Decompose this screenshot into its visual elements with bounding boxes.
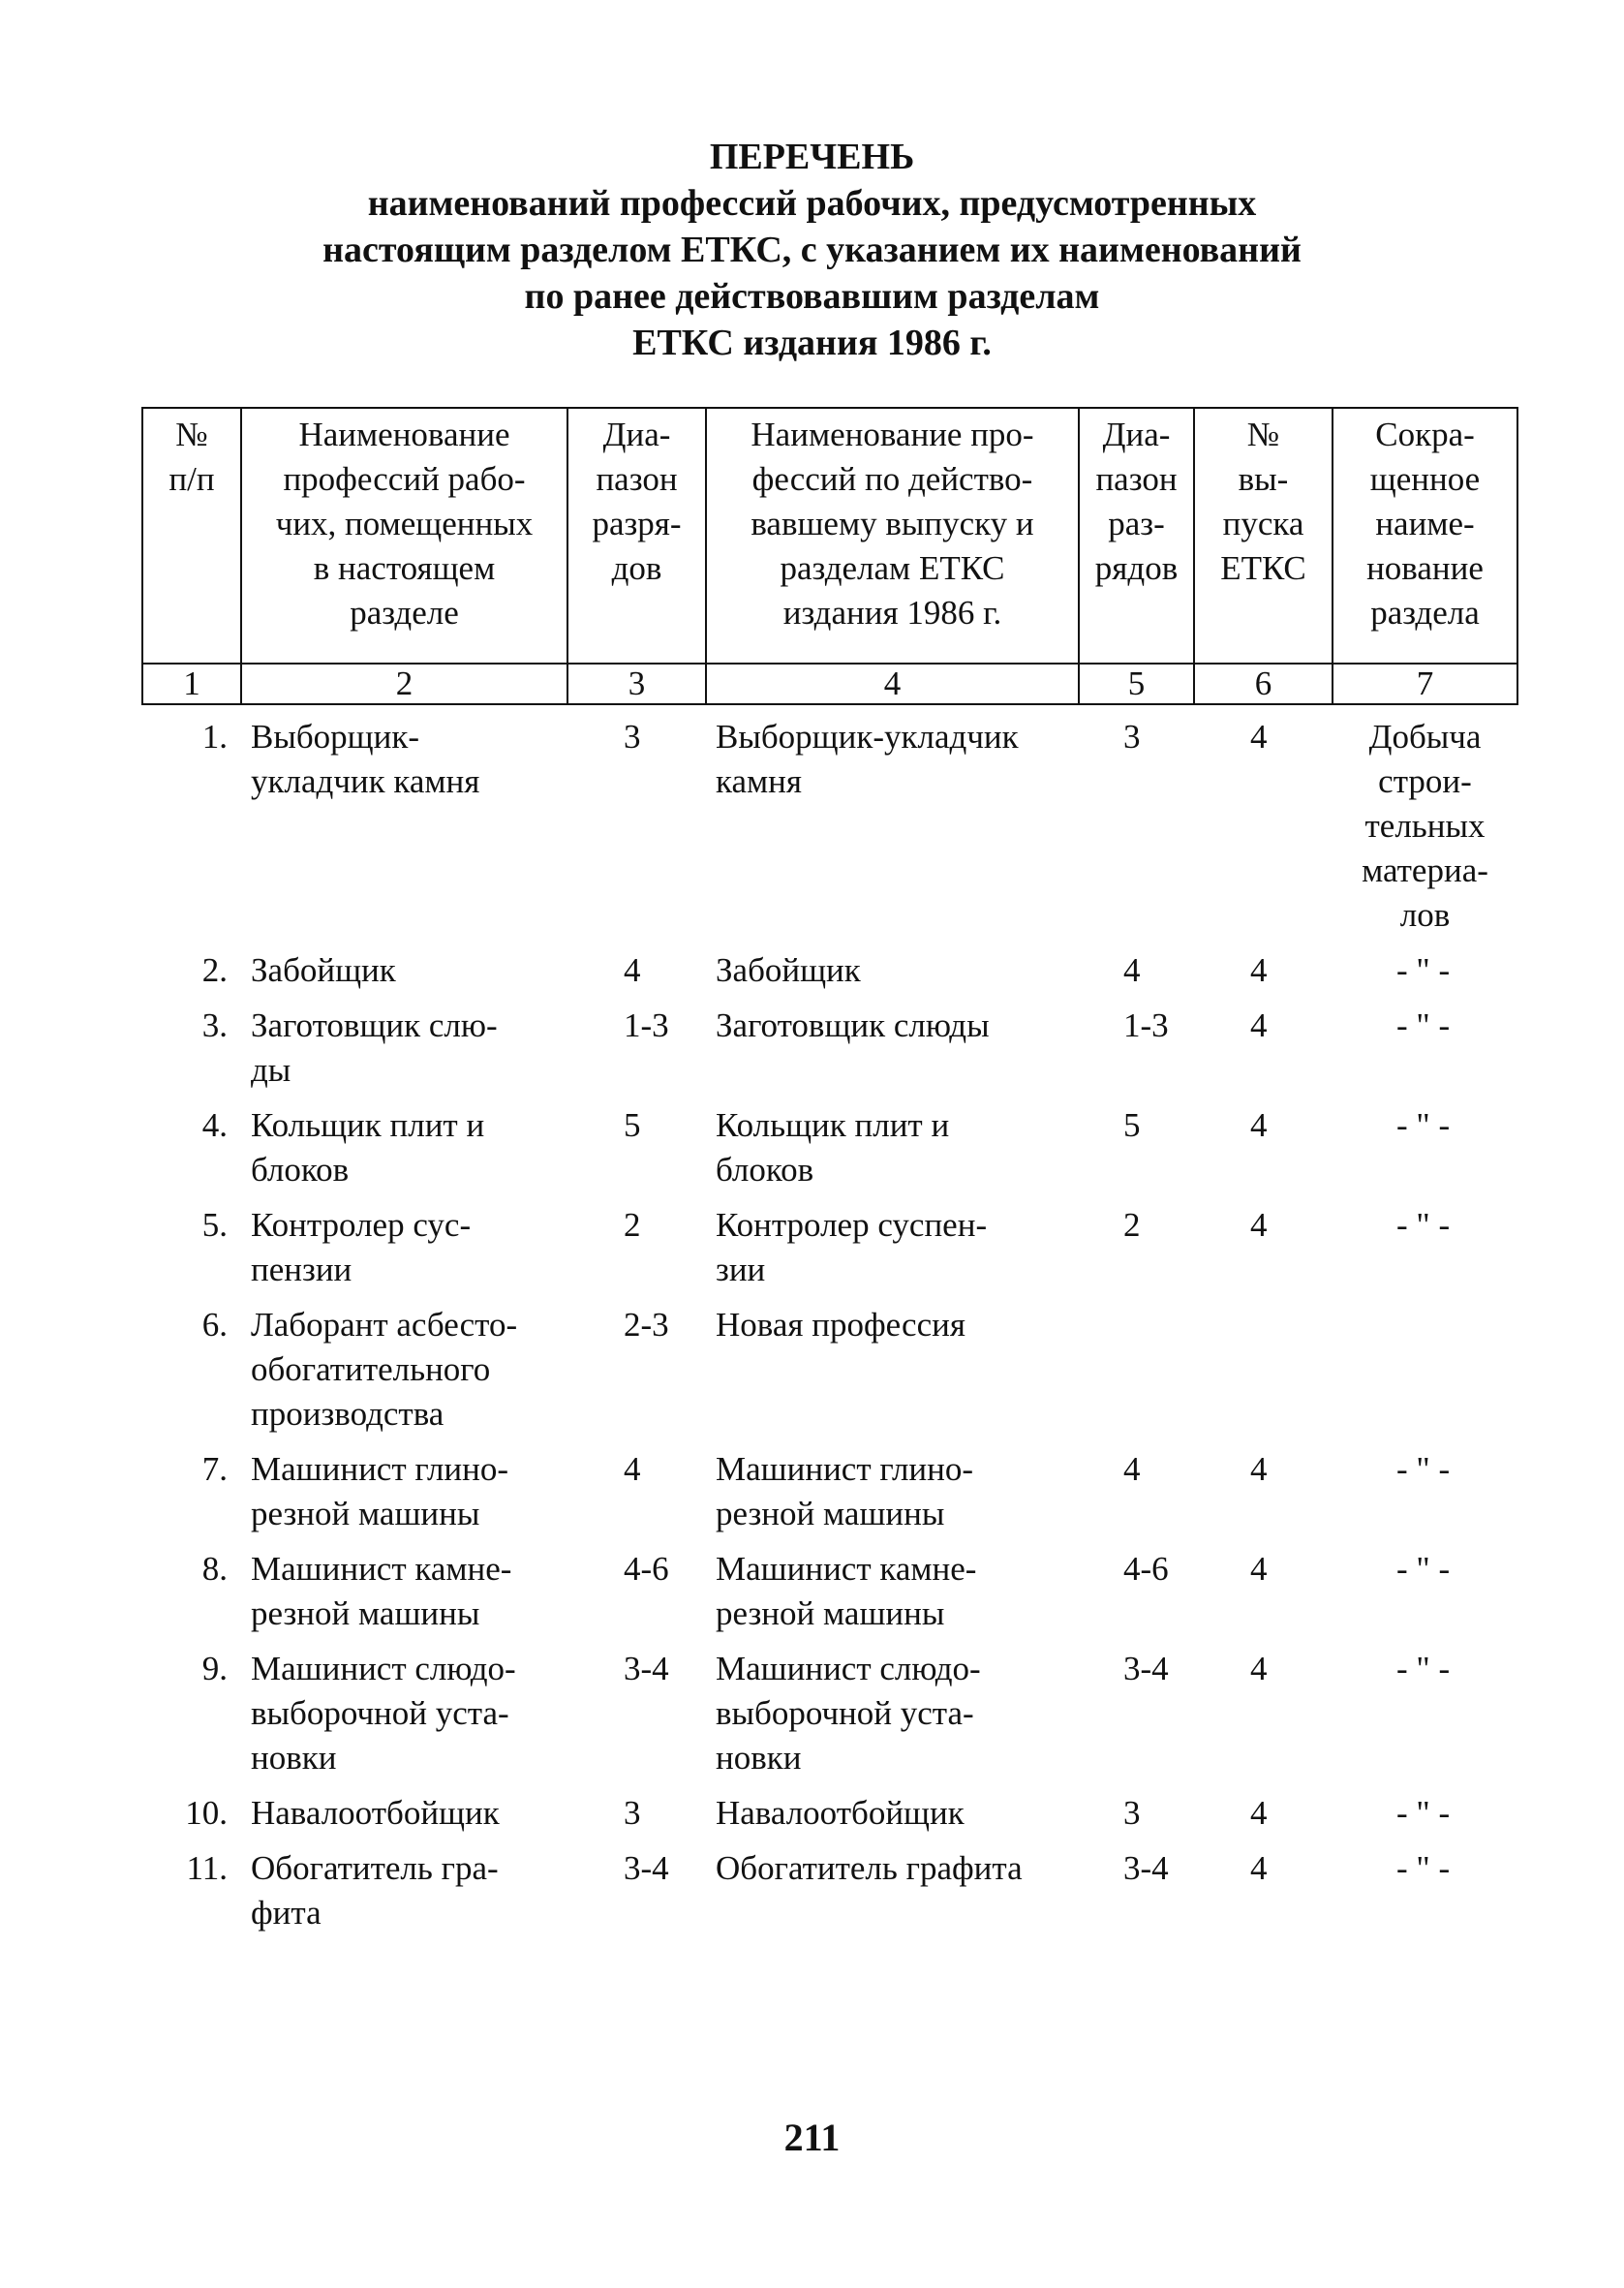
old-profession-name-line: выборочной уста- (716, 1694, 974, 1732)
row-number: 4. (201, 1106, 228, 1144)
old-profession-name (706, 1846, 1079, 1946)
section-name-line: - " - (1396, 1550, 1451, 1588)
table-row (142, 1447, 1517, 1547)
profession-name-line: блоков (251, 1151, 350, 1189)
column-number: 1 (142, 664, 241, 704)
old-profession-name-line: Машинист слюдо- (716, 1650, 981, 1687)
table-row (142, 1004, 1517, 1103)
old-grade-range: 2 (1123, 1206, 1141, 1244)
profession-name (241, 1447, 567, 1547)
grade-range: 3-4 (624, 1849, 669, 1887)
section-name-line: - " - (1396, 1106, 1451, 1144)
profession-name-line: фита (251, 1894, 322, 1932)
title-line-1: ПЕРЕЧЕНЬ (709, 137, 915, 177)
profession-name-line: резной машины (251, 1594, 480, 1632)
section-name-line: - " - (1396, 1794, 1451, 1832)
old-profession-name-line: резной машины (716, 1594, 945, 1632)
section-name (1333, 704, 1517, 948)
profession-name-line: Забойщик (251, 951, 396, 989)
profession-name (241, 1791, 567, 1846)
grade-range: 4-6 (624, 1550, 669, 1588)
profession-name-line: Навалоотбойщик (251, 1794, 500, 1832)
row-number: 7. (201, 1450, 228, 1488)
section-name-line: строи- (1378, 762, 1472, 800)
old-profession-name-line: резной машины (716, 1495, 945, 1532)
section-name (1333, 1547, 1517, 1647)
section-name-line: - " - (1396, 1206, 1451, 1244)
issue-number: 4 (1250, 718, 1268, 756)
title-line-2: наименований профессий рабочих, предусмотренных (367, 183, 1257, 224)
profession-name-line: Машинист глино- (251, 1450, 509, 1488)
section-name (1333, 1647, 1517, 1791)
old-profession-name-line: Заготовщик слюды (716, 1006, 990, 1044)
old-grade-range: 3-4 (1123, 1650, 1169, 1687)
column-number: 3 (567, 664, 706, 704)
row-number: 9. (201, 1650, 228, 1687)
old-profession-name-line: Выборщик-укладчик (716, 718, 1019, 756)
issue-number: 4 (1250, 1650, 1268, 1687)
header-section-name: Сокра- щенное наиме- нование раздела (1333, 408, 1517, 664)
title-line-3: настоящим разделом ЕТКС, с указанием их наименований (322, 230, 1302, 270)
grade-range: 3 (624, 718, 641, 756)
old-profession-name (706, 1004, 1079, 1103)
grade-range: 3 (624, 1794, 641, 1832)
profession-name (241, 1203, 567, 1303)
profession-name-line: Кольщик плит и (251, 1106, 485, 1144)
section-name (1333, 1846, 1517, 1946)
old-profession-name (706, 1791, 1079, 1846)
section-name-line: - " - (1396, 1650, 1451, 1687)
issue-number (1194, 1303, 1333, 1447)
old-grade-range: 4-6 (1123, 1550, 1169, 1588)
profession-name-line: Выборщик- (251, 718, 420, 756)
table-row (142, 1303, 1517, 1447)
grade-range: 2 (624, 1206, 641, 1244)
section-name (1333, 1303, 1517, 1447)
old-profession-name (706, 1647, 1079, 1791)
header-issue-number: № вы- пуска ЕТКС (1194, 408, 1333, 664)
profession-name (241, 1004, 567, 1103)
section-name-line: - " - (1396, 1450, 1451, 1488)
section-name-line: тельных (1364, 807, 1486, 845)
old-grade-range: 5 (1123, 1106, 1141, 1144)
table-row (142, 1547, 1517, 1647)
old-profession-name-line: Забойщик (716, 951, 861, 989)
old-profession-name-line: Контролер суспен- (716, 1206, 988, 1244)
profession-name-line: Лаборант асбесто- (251, 1306, 518, 1344)
row-number: 3. (201, 1006, 228, 1044)
row-number: 1. (201, 718, 228, 756)
issue-number: 4 (1250, 1849, 1268, 1887)
profession-name-line: Машинист камне- (251, 1550, 512, 1588)
profession-name (241, 704, 567, 948)
profession-name (241, 1303, 567, 1447)
old-profession-name (706, 1447, 1079, 1547)
section-name-line: - " - (1396, 1006, 1451, 1044)
table-row (142, 1203, 1517, 1303)
old-profession-name-line: зии (716, 1251, 766, 1288)
grade-range: 5 (624, 1106, 641, 1144)
old-grade-range: 3 (1123, 1794, 1141, 1832)
old-grade-range: 1-3 (1123, 1006, 1169, 1044)
old-grade-range: 3-4 (1123, 1849, 1169, 1887)
professions-table (141, 407, 1518, 1946)
section-name-line: лов (1399, 896, 1451, 934)
column-number: 4 (706, 664, 1079, 704)
row-number: 8. (201, 1550, 228, 1588)
section-name-line: материа- (1362, 851, 1488, 889)
old-profession-name-line: новки (716, 1739, 802, 1777)
old-grade-range: 3 (1123, 718, 1141, 756)
grade-range: 1-3 (624, 1006, 669, 1044)
row-number: 6. (201, 1306, 228, 1344)
title-line-5: ЕТКС издания 1986 г. (632, 323, 992, 363)
column-number: 6 (1194, 664, 1333, 704)
profession-name-line: Контролер сус- (251, 1206, 472, 1244)
profession-name (241, 1647, 567, 1791)
profession-name-line: новки (251, 1739, 337, 1777)
table-row (142, 704, 1517, 948)
old-profession-name (706, 1203, 1079, 1303)
grade-range: 4 (624, 1450, 641, 1488)
profession-name-line: ды (251, 1051, 291, 1089)
profession-name (241, 948, 567, 1004)
old-profession-name (706, 948, 1079, 1004)
column-number: 5 (1079, 664, 1194, 704)
profession-name-line: Машинист слюдо- (251, 1650, 516, 1687)
old-grade-range: 4 (1123, 1450, 1141, 1488)
header-old-profession-name: Наименование про- фессий по действо- вавшему выпуску и разделам ЕТКС издания 1986 г. (706, 408, 1079, 664)
table-header (142, 408, 1517, 704)
table-row (142, 1791, 1517, 1846)
grade-range: 4 (624, 951, 641, 989)
profession-name (241, 1846, 567, 1946)
profession-name-line: укладчик камня (251, 762, 480, 800)
table-row (142, 1647, 1517, 1791)
section-name (1333, 1103, 1517, 1203)
table-body (142, 704, 1517, 1946)
issue-number: 4 (1250, 1550, 1268, 1588)
old-profession-name-line: Навалоотбойщик (716, 1794, 965, 1832)
old-profession-name (706, 1303, 1079, 1447)
table-row (142, 1846, 1517, 1946)
section-name (1333, 1791, 1517, 1846)
old-profession-name (706, 1547, 1079, 1647)
old-profession-name-line: камня (716, 762, 802, 800)
old-profession-name-line: Новая профессия (716, 1306, 965, 1344)
table-row (142, 948, 1517, 1004)
section-name (1333, 1004, 1517, 1103)
section-name (1333, 1203, 1517, 1303)
grade-range: 2-3 (624, 1306, 669, 1344)
header-old-grade-range: Диа- пазон раз- рядов (1079, 408, 1194, 664)
old-profession-name (706, 704, 1079, 948)
column-number: 7 (1333, 664, 1517, 704)
grade-range: 3-4 (624, 1650, 669, 1687)
issue-number: 4 (1250, 1794, 1268, 1832)
issue-number: 4 (1250, 951, 1268, 989)
issue-number: 4 (1250, 1206, 1268, 1244)
old-profession-name-line: Машинист глино- (716, 1450, 974, 1488)
header-number: № п/п (142, 408, 241, 664)
old-profession-name-line: Обогатитель графита (716, 1849, 1023, 1887)
profession-name-line: пензии (251, 1251, 352, 1288)
header-profession-name: Наименование профессий рабо- чих, помещенных в настоящем разделе (241, 408, 567, 664)
section-name (1333, 1447, 1517, 1547)
column-number-row (142, 664, 1517, 704)
header-grade-range: Диа- пазон разря- дов (567, 408, 706, 664)
profession-name (241, 1547, 567, 1647)
issue-number: 4 (1250, 1450, 1268, 1488)
title-line-4: по ранее действовавшим разделам (524, 276, 1100, 317)
page-number: 211 (783, 2116, 841, 2159)
profession-name-line: резной машины (251, 1495, 480, 1532)
row-number: 10. (185, 1794, 228, 1832)
profession-name-line: производства (251, 1395, 444, 1433)
row-number: 2. (201, 951, 228, 989)
issue-number: 4 (1250, 1106, 1268, 1144)
row-number: 5. (201, 1206, 228, 1244)
section-name-line: - " - (1396, 951, 1451, 989)
old-profession-name (706, 1103, 1079, 1203)
section-name (1333, 948, 1517, 1004)
issue-number: 4 (1250, 1006, 1268, 1044)
profession-name-line: Обогатитель гра- (251, 1849, 499, 1887)
header-row (142, 408, 1517, 664)
profession-name-line: обогатительного (251, 1350, 491, 1388)
section-name-line: Добыча (1368, 718, 1482, 756)
row-number: 11. (186, 1849, 228, 1887)
table-row (142, 1103, 1517, 1203)
section-name-line: - " - (1396, 1849, 1451, 1887)
document-title (0, 134, 1624, 366)
profession-name-line: выборочной уста- (251, 1694, 509, 1732)
profession-name (241, 1103, 567, 1203)
profession-name-line: Заготовщик слю- (251, 1006, 498, 1044)
old-profession-name-line: блоков (716, 1151, 814, 1189)
old-grade-range: 4 (1123, 951, 1141, 989)
column-number: 2 (241, 664, 567, 704)
old-profession-name-line: Машинист камне- (716, 1550, 977, 1588)
old-profession-name-line: Кольщик плит и (716, 1106, 950, 1144)
old-grade-range (1079, 1303, 1194, 1447)
